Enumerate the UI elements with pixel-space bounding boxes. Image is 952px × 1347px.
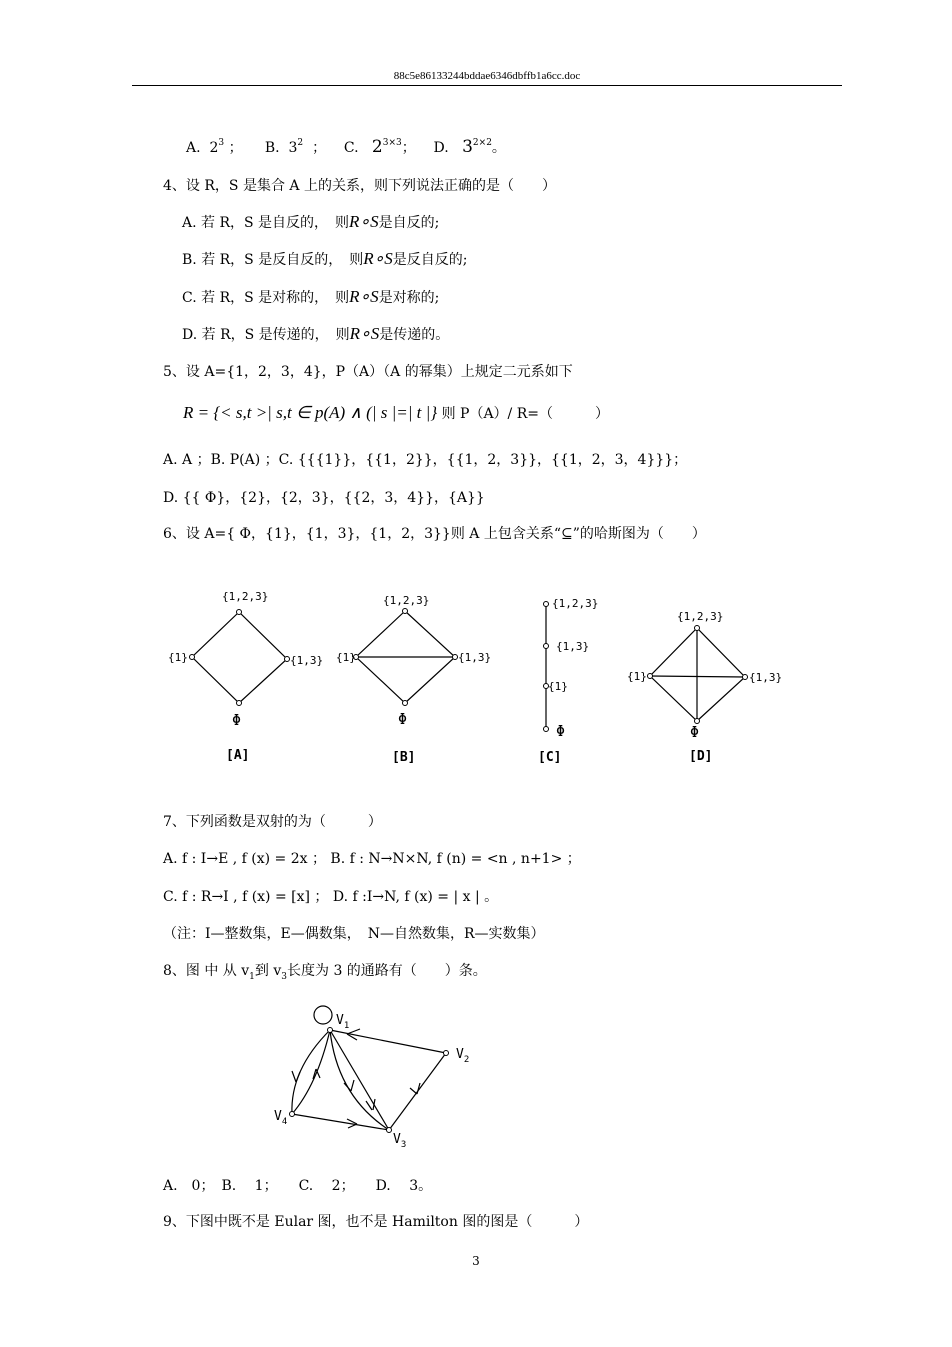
q6-stem: 6、设 A={ Φ，{1}，{1，3}，{1，2，3}}则 A 上包含关系“⊆”的哈斯图为（ ） (163, 526, 706, 542)
hasse-c-mid: {1,3} (556, 640, 590, 653)
document-filename: 88c5e86133244bddae6346dbffb1a6cc.doc (393, 70, 581, 82)
hasse-label-c: [C] (538, 750, 562, 765)
hasse-a-bottom: Φ (232, 711, 242, 729)
hasse-d-top: {1,2,3} (677, 610, 724, 623)
vertex-v4-label: $V_4$ (274, 1109, 288, 1127)
vertex-v2-label: $V_2$ (456, 1047, 470, 1065)
hasse-b-left: {1} (336, 651, 356, 664)
q7-stem: 7、下列函数是双射的为（ ） (163, 814, 382, 830)
hasse-a-left: {1} (168, 651, 188, 664)
hasse-c-top: {1,2,3} (552, 597, 599, 610)
hasse-a-top: {1,2,3} (222, 590, 269, 603)
vertex-v3-label: $V_3$ (393, 1132, 407, 1150)
page-number: 3 (472, 1254, 480, 1268)
q3-options: A. $2^3$ ； B. $3^2$ ； C. $2^{3\times 3}$； D. $3^{2\times 2}$。 (186, 137, 506, 157)
q8-stem: 8、图 中 从 $v_1$到 $v_3$长度为 3 的通路有（ ）条。 (163, 963, 487, 982)
q4-stem: 4、设 R，S 是集合 A 上的关系，则下列说法正确的是（ ） (163, 178, 556, 194)
hasse-label-a: [A] (226, 748, 250, 763)
hasse-d-right: {1,3} (749, 671, 783, 684)
q4-option-c: C. 若 R，S 是对称的， 则R∘S是对称的; (182, 287, 440, 306)
vertex-v1-label: $V_1$ (336, 1013, 350, 1031)
hasse-b-right: {1,3} (458, 651, 492, 664)
hasse-label-b: [B] (392, 750, 416, 765)
q5-stem: 5、设 A={1，2，3，4}，P（A）（A 的幂集）上规定二元系如下 (163, 364, 573, 380)
hasse-label-d: [D] (689, 749, 713, 764)
q9-stem: 9、下图中既不是 Eular 图，也不是 Hamilton 图的图是（ ） (163, 1214, 589, 1230)
q4-option-b: B. 若 R，S 是反自反的， 则R∘S是反自反的; (182, 249, 468, 268)
hasse-a-right: {1,3} (290, 654, 324, 667)
q4-option-a: A. 若 R，S 是自反的， 则R∘S是自反的; (182, 212, 440, 231)
q4-option-d: D. 若 R，S 是传递的， 则R∘S是传递的。 (182, 324, 450, 343)
hasse-b-top: {1,2,3} (383, 594, 430, 607)
q8-options: A. 0； B. 1； C. 2； D. 3。 (163, 1178, 433, 1194)
q7-options-ab: A. f : I→E , f (x) = 2x ； B. f : N→N×N, f (n) = <n , n+1> ； (163, 851, 581, 867)
q5-option-d: D. {{ Φ}，{2}，{2，3}，{{2，3，4}}，{A}} (163, 490, 485, 506)
q5-options-abc: A. A ；B. P(A) ；C. {{{1}}，{{1，2}}，{{1，2，3}}，{{1，2，3，4}}}； (163, 452, 688, 468)
q7-options-cd: C. f : R→I , f (x) = [x] ； D. f :I→N, f (x) = | x | 。 (163, 889, 499, 905)
hasse-d-left: {1} (627, 670, 647, 683)
q7-note: （注：I—整数集，E—偶数集， N—自然数集，R—实数集） (163, 926, 545, 942)
hasse-c-bottom: Φ (556, 722, 566, 740)
hasse-b-bottom: Φ (398, 710, 408, 728)
hasse-c-low: {1} (548, 680, 568, 693)
q5-formula: R = {< s,t >| s,t ∈ p(A) ∧ (| s |=| t |} 则 P（A）/ R=（ ） (183, 403, 609, 422)
hasse-d-bottom: Φ (690, 723, 700, 741)
